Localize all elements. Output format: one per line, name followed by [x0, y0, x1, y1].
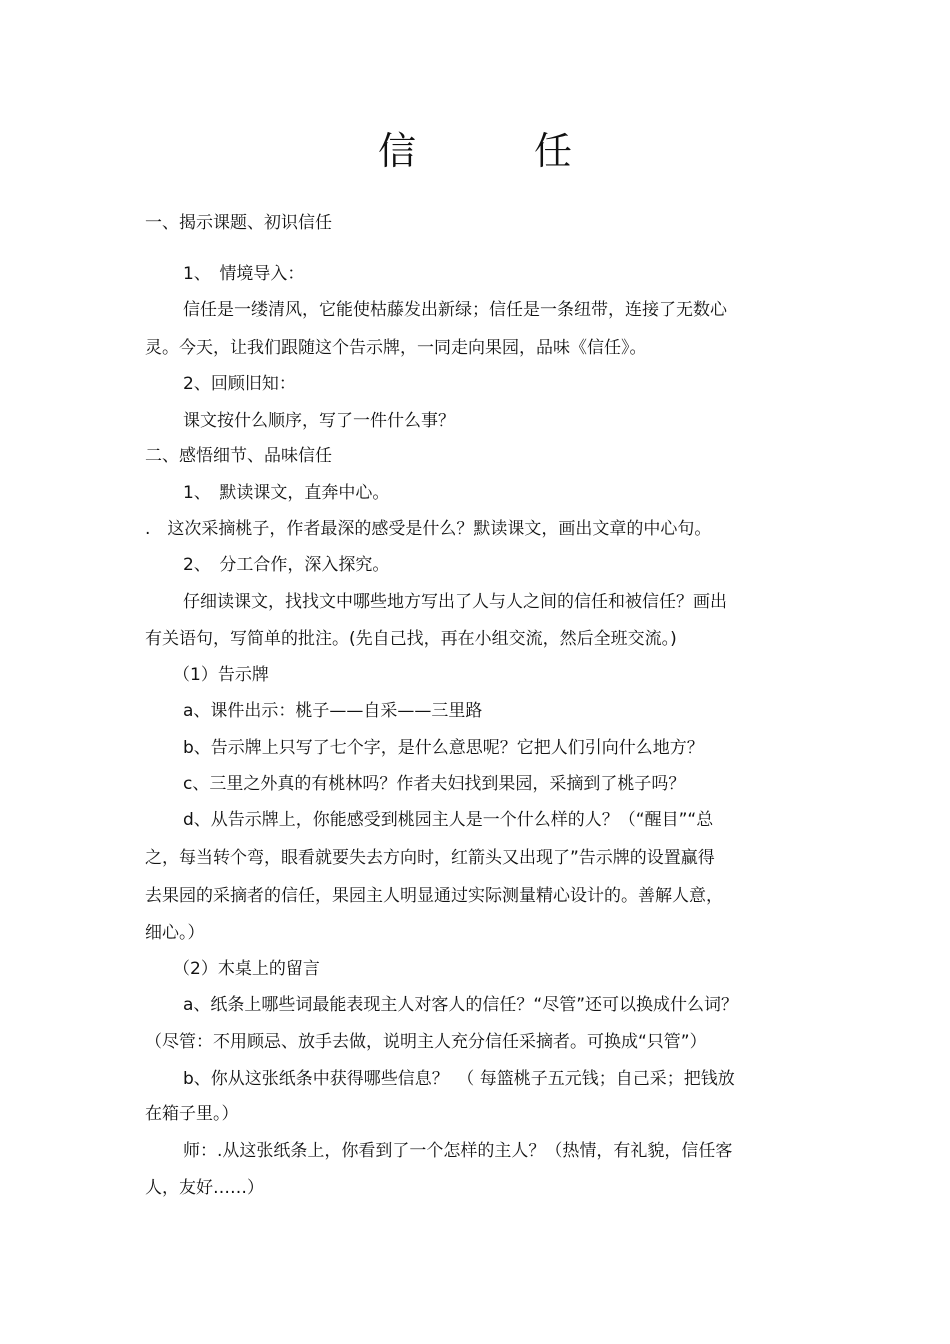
- list-item: b、告示牌上只写了七个字，是什么意思呢？它把人们引向什么地方？: [183, 738, 704, 758]
- document-title: 信 任: [377, 129, 612, 173]
- subheading-1-1: 1、 情境导入：: [183, 264, 305, 284]
- item-heading-1: （1）告示牌: [173, 665, 269, 685]
- paragraph-line: 之，每当转个弯，眼看就要失去方向时，红箭头又出现了”告示牌的设置赢得: [145, 848, 715, 868]
- subheading-2-2: 2、 分工合作，深入探究。: [183, 555, 390, 575]
- paragraph-line: 细心。）: [145, 923, 205, 943]
- section-heading-2: 二、感悟细节、品味信任: [145, 446, 332, 466]
- subheading-1-2: 2、回顾旧知：: [183, 374, 296, 394]
- list-item: b、你从这张纸条中获得哪些信息？ （ 每篮桃子五元钱；自己采；把钱放: [183, 1069, 735, 1089]
- paragraph-line: 去果园的采摘者的信任，果园主人明显通过实际测量精心设计的。善解人意，: [145, 886, 723, 906]
- paragraph-line: 灵。今天，让我们跟随这个告示牌，一同走向果园，品味《信任》。: [145, 338, 647, 358]
- list-item: a、课件出示：桃子——自采——三里路: [183, 701, 483, 721]
- paragraph-line: 课文按什么顺序，写了一件什么事？: [183, 411, 455, 431]
- subheading-2-1: 1、 默读课文，直奔中心。: [183, 483, 390, 503]
- paragraph-line: 仔细读课文，找找文中哪些地方写出了人与人之间的信任和被信任？画出: [183, 592, 727, 612]
- section-heading-1: 一、揭示课题、初识信任: [145, 213, 332, 233]
- paragraph-line: . 这次采摘桃子，作者最深的感受是什么？默读课文，画出文章的中心句。: [145, 519, 712, 539]
- paragraph-line: 师：.从这张纸条上，你看到了一个怎样的主人？（热情，有礼貌，信任客: [183, 1141, 733, 1161]
- list-item: a、纸条上哪些词最能表现主人对客人的信任？“尽管”还可以换成什么词？: [183, 995, 739, 1015]
- paragraph-line: 人，友好……）: [145, 1178, 264, 1198]
- list-item: d、从告示牌上，你能感受到桃园主人是一个什么样的人？（“醒目”“总: [183, 810, 714, 830]
- list-item: c、三里之外真的有桃林吗？作者夫妇找到果园，采摘到了桃子吗？: [183, 774, 686, 794]
- paragraph-line: 信任是一缕清风，它能使枯藤发出新绿；信任是一条纽带，连接了无数心: [183, 300, 727, 320]
- paragraph-line: 在箱子里。）: [145, 1104, 239, 1124]
- paragraph-line: （尽管：不用顾忌、放手去做，说明主人充分信任采摘者。可换成“只管”）: [145, 1032, 707, 1052]
- item-heading-2: （2）木桌上的留言: [173, 959, 320, 979]
- paragraph-line: 有关语句，写简单的批注。(先自己找，再在小组交流，然后全班交流。): [145, 629, 677, 649]
